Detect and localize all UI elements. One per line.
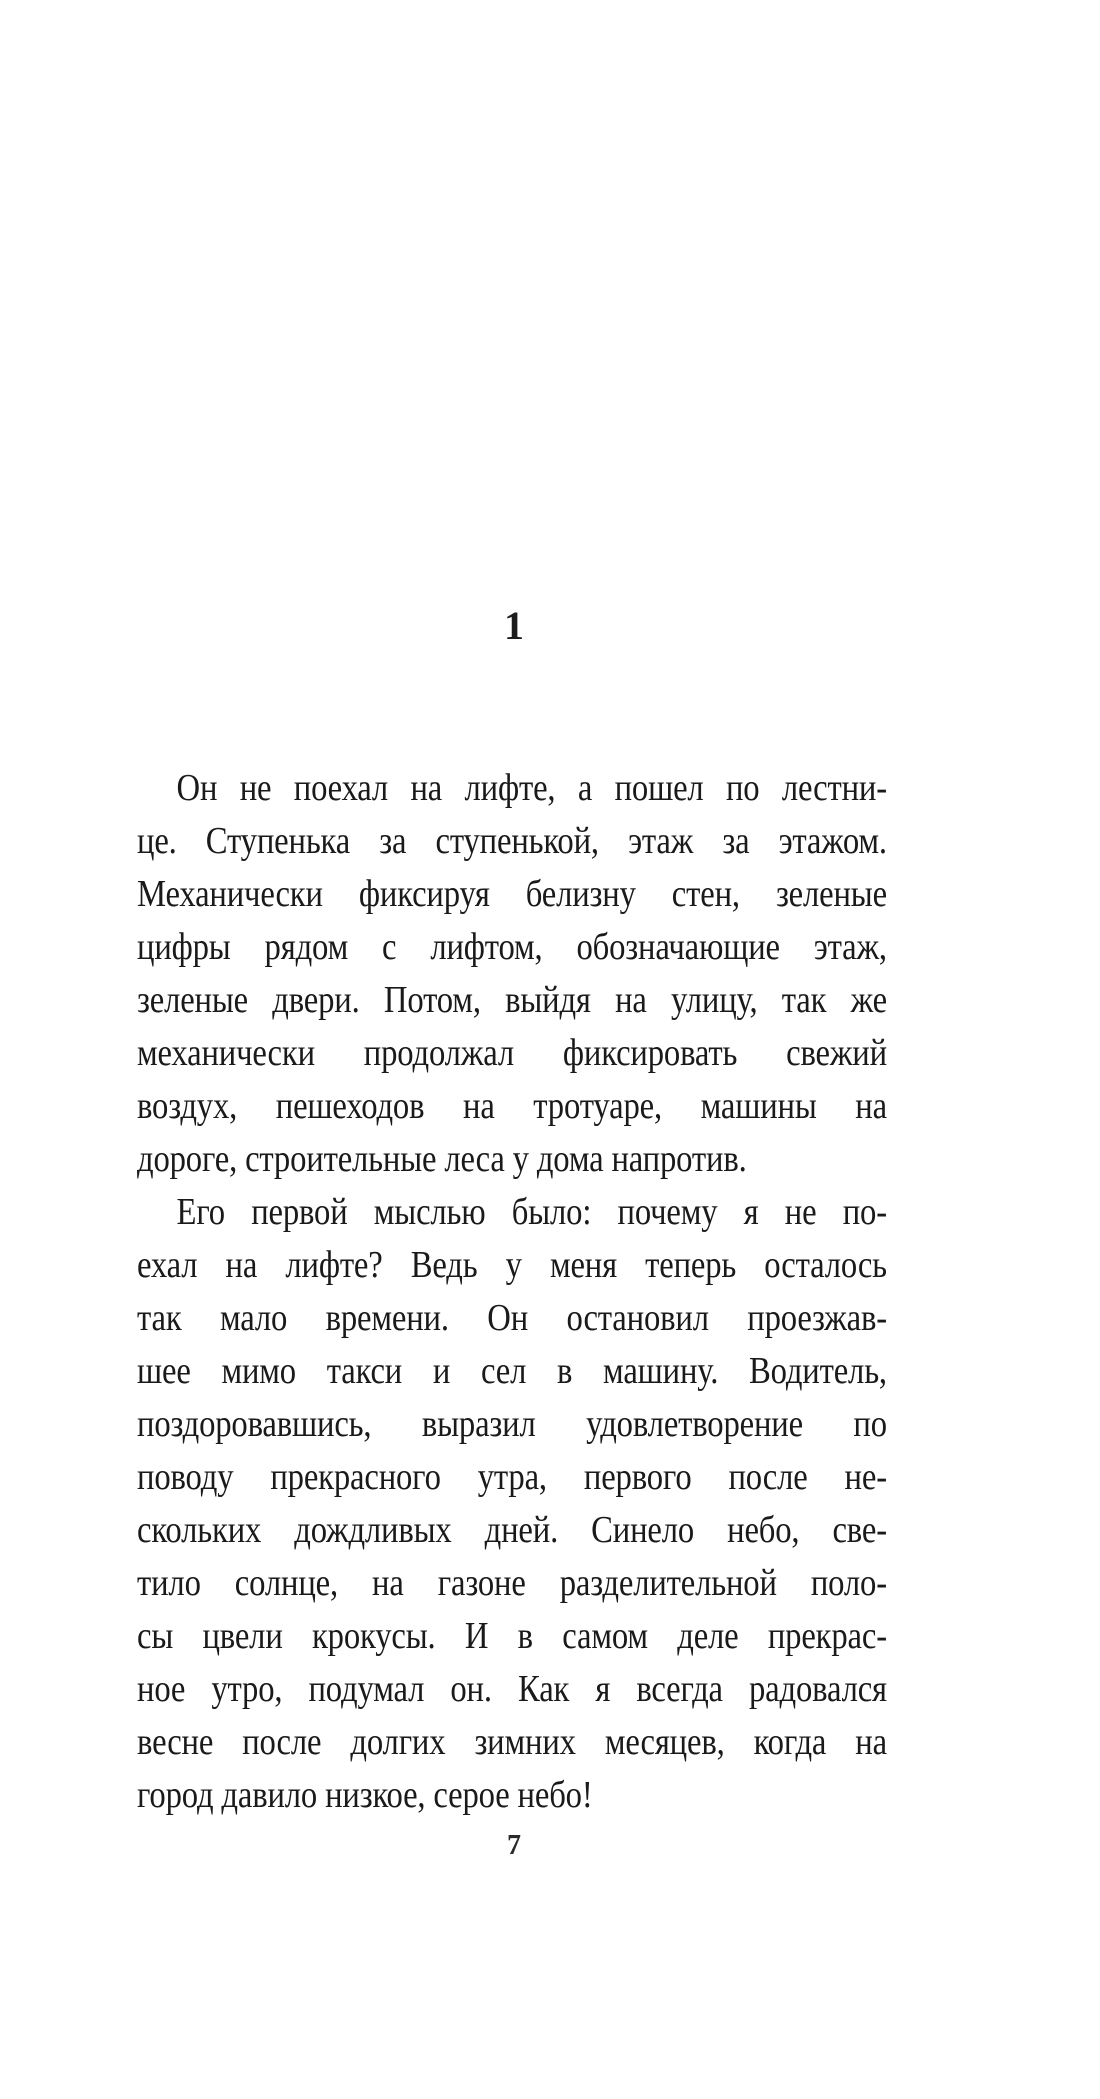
paragraph-1 [137,762,887,1186]
text-line: весне после долгих зимних месяцев, когда на [137,1721,887,1763]
text-line: Механически фиксируя белизну стен, зеленые [137,873,887,915]
paragraph-2 [137,1186,887,1822]
text-line: тило солнце, на газоне разделительной поло- [137,1562,887,1604]
page-number: 7 [507,1830,521,1861]
text-line: ехал на лифте? Ведь у меня теперь осталось [137,1244,887,1286]
text-line: дороге, строительные леса у дома напротив. [137,1138,747,1180]
text-line: поводу прекрасного утра, первого после не- [137,1456,887,1498]
text-line: механически продолжал фиксировать свежий [137,1032,887,1074]
text-line: цифры рядом с лифтом, обозначающие этаж, [137,926,887,968]
text-line: так мало времени. Он остановил проезжав- [137,1297,887,1339]
text-line: Он не поехал на лифте, а пошел по лестни- [176,767,887,809]
text-line: скольких дождливых дней. Синело небо, све- [137,1509,887,1551]
text-line: Его первой мыслью было: почему я не по- [176,1191,887,1233]
body-text [137,762,887,1822]
text-line: це. Ступенька за ступенькой, этаж за этажом. [137,820,887,862]
text-line: шее мимо такси и сел в машину. Водитель, [137,1350,887,1392]
text-line: ное утро, подумал он. Как я всегда радовался [137,1668,887,1710]
text-line: поздоровавшись, выразил удовлетворение по [137,1403,887,1445]
chapter-number: 1 [504,603,524,648]
text-line: город давило низкое, серое небо! [137,1774,593,1816]
text-line: сы цвели крокусы. И в самом деле прекрас- [137,1615,887,1657]
text-line: воздух, пешеходов на тротуаре, машины на [137,1085,887,1127]
text-line: зеленые двери. Потом, выйдя на улицу, так же [137,979,887,1021]
